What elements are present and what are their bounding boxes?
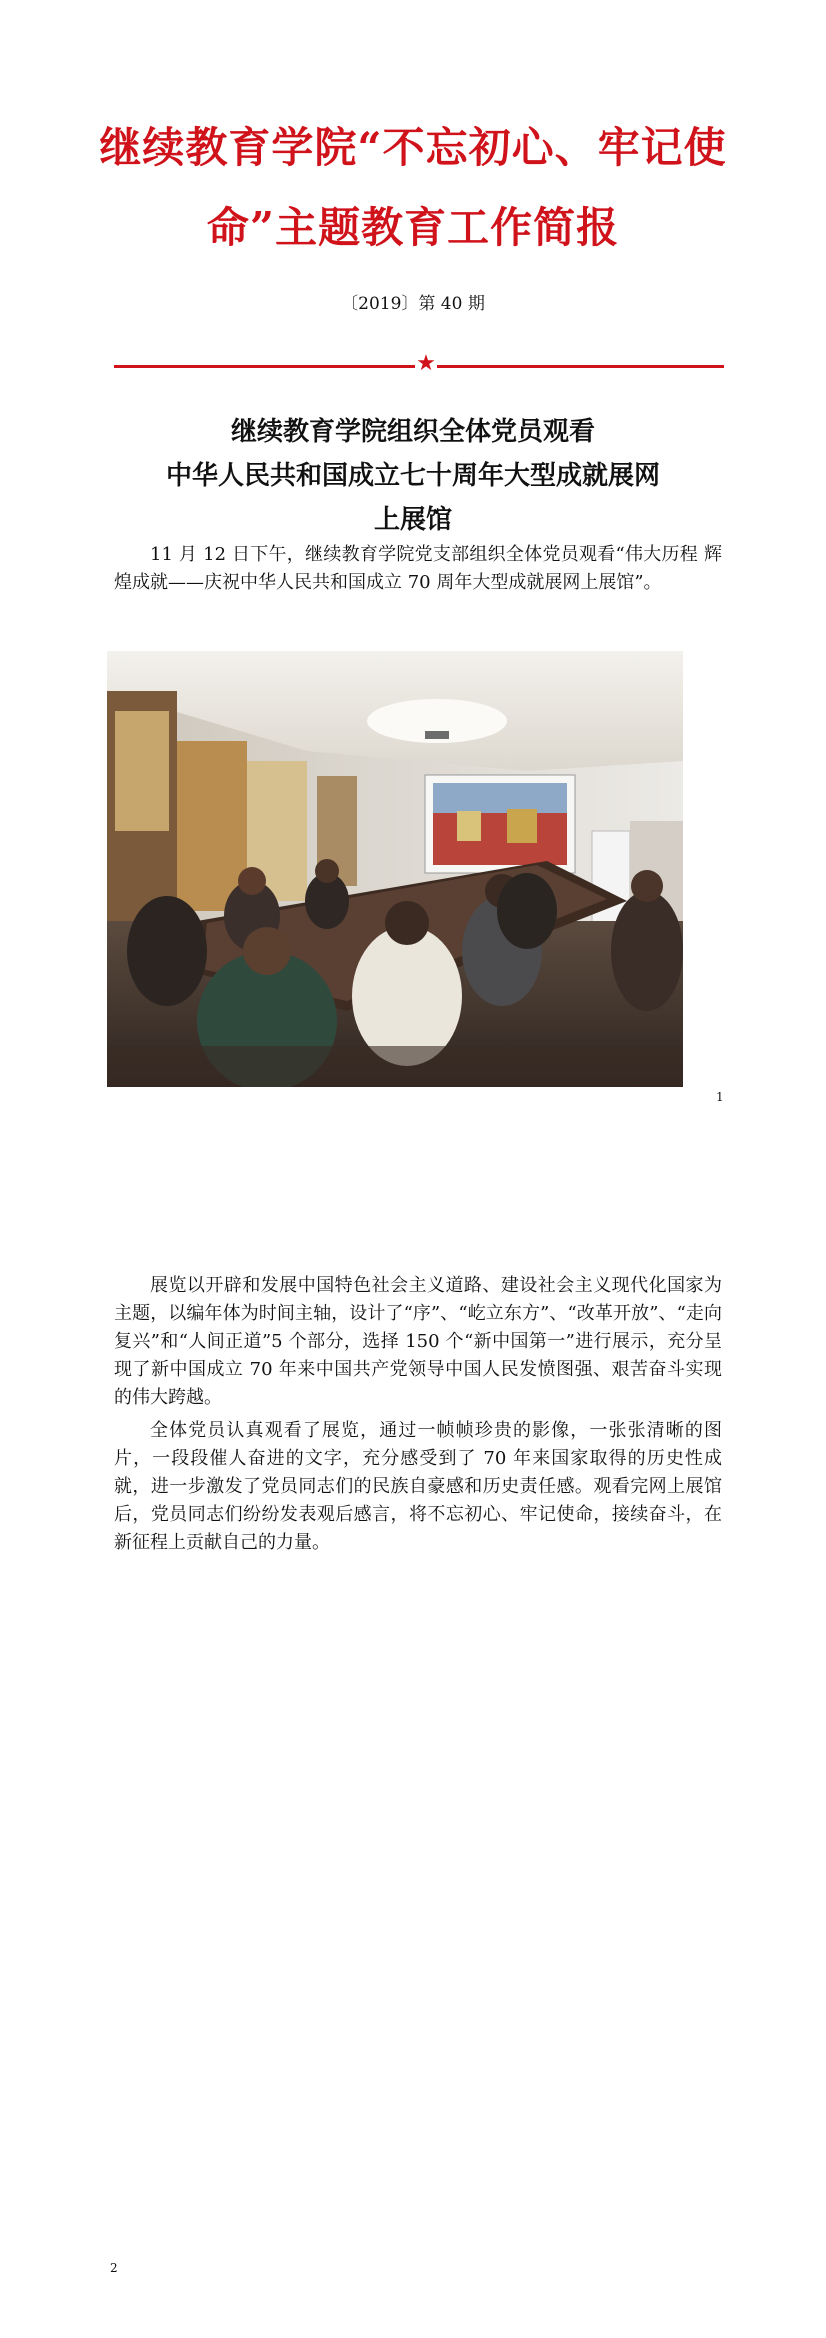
star-icon: ★ [416,351,436,376]
divider-line-left [114,365,415,368]
bulletin-title [0,108,826,268]
bulletin-title-line-2: 命”主题教育工作简报 [206,203,620,252]
article-paragraph-3: 全体党员认真观看了展览，通过一帧帧珍贵的影像，一张张清晰的图片，一段段催人奋进的文字，充分感受到了 70 年来国家取得的历史性成就，进一步激发了党员同志们的民族自豪感和历史责任感。观看完网上展馆后，党员同志们纷纷发表观后感言，将不忘初心、牢记使命，接续奋斗，在新征程上贡献自己的力量。 [114,1420,722,1553]
article-title-line-2: 中华人民共和国成立七十周年大型成就展网 [165,461,660,491]
page-number-2: 2 [110,2261,118,2275]
article-title [0,410,826,542]
divider-line-right [437,365,724,368]
article-title-line-3: 上展馆 [373,505,452,535]
article-paragraph-1: 11 月 12 日下午，继续教育学院党支部组织全体党员观看“伟大历程 辉煌成就——庆祝中华人民共和国成立 70 周年大型成就展网上展馆”。 [114,544,722,593]
bulletin-title-line-1: 继续教育学院“不忘初心、牢记使 [99,123,727,172]
article-paragraph-2: 展览以开辟和发展中国特色社会主义道路、建设社会主义现代化国家为主题，以编年体为时间主轴，设计了“序”、“屹立东方”、“改革开放”、“走向复兴”和“人间正道”5 个部分，选择 150 个“新中国第一”进行展示，充分呈现了新中国成立 70 年来中国共产党领导中国人民发愤图强、艰苦奋斗实现的伟大跨越。 [114,1275,722,1408]
meeting-photo [107,651,683,1087]
page-2 [0,1169,826,2338]
page-number-1: 1 [716,1090,724,1104]
issue-number: 〔2019〕第 40 期 [341,294,485,314]
article-title-line-1: 继续教育学院组织全体党员观看 [230,417,595,447]
